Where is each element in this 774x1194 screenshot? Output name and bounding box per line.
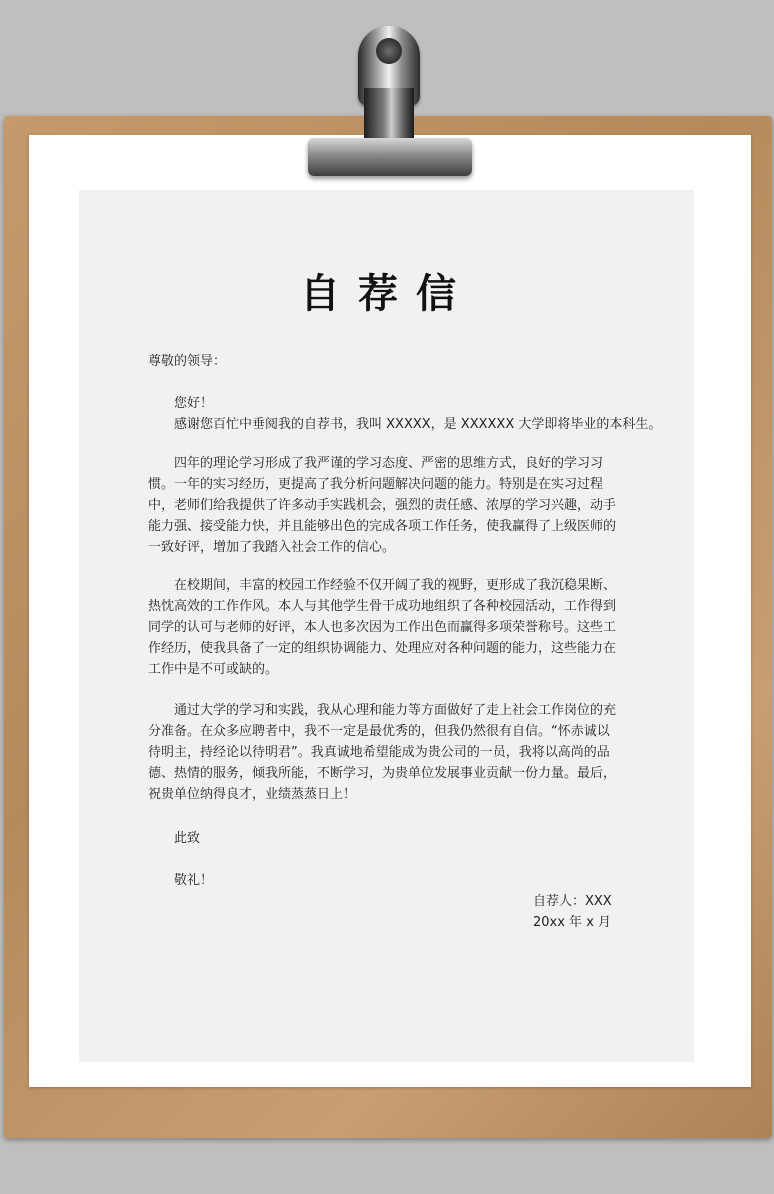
- letter-title: 自荐信: [300, 270, 474, 317]
- salutation: 尊敬的领导：: [148, 354, 227, 369]
- date: 20xx 年 x 月: [533, 915, 612, 930]
- closing-line-2: 敬礼！: [174, 873, 214, 888]
- clip-base: [308, 138, 472, 176]
- paragraph-3: 通过大学的学习和实践，我从心理和能力等方面做好了走上社会工作岗位的充分准备。在众多应聘者中，我不一定是最优秀的，但我仍然很有自信。“怀赤诚以待明主，持经论以待明君”。我真诚地希望能成为贵公司的一员，我将以高尚的品德、热情的服务，倾我所能，不断学习，为贵单位发展事业贡献一份力量。最后，祝贵单位纳得良才，业绩蒸蒸日上！: [148, 703, 617, 802]
- clip-hole: [376, 38, 402, 64]
- binder-clip-icon: [300, 20, 480, 180]
- greeting: 您好！: [174, 396, 214, 411]
- intro-line: 感谢您百忙中垂阅我的自荐书，我叫 XXXXX，是 XXXXXX 大学即将毕业的本科生。: [174, 417, 662, 432]
- signature: 自荐人：XXX: [533, 894, 612, 909]
- paragraph-1: 四年的理论学习形成了我严谨的学习态度、严密的思维方式，良好的学习习惯。一年的实习经历，更提高了我分析问题解决问题的能力。特别是在实习过程中，老师们给我提供了许多动手实践机会，强烈的责任感、浓厚的学习兴趣，动手能力强、接受能力快，并且能够出色的完成各项工作任务，使我赢得了上级医师的一致好评，增加了我踏入社会工作的信心。: [148, 456, 617, 555]
- paragraph-2: 在校期间，丰富的校园工作经验不仅开阔了我的视野，更形成了我沉稳果断、热忱高效的工作作风。本人与其他学生骨干成功地组织了各种校园活动，工作得到同学的认可与老师的好评，本人也多次因为工作出色而赢得多项荣誉称号。这些工作经历，使我具备了一定的组织协调能力、处理应对各种问题的能力，这些能力在工作中是不可或缺的。: [148, 578, 617, 677]
- closing-line-1: 此致: [174, 831, 201, 846]
